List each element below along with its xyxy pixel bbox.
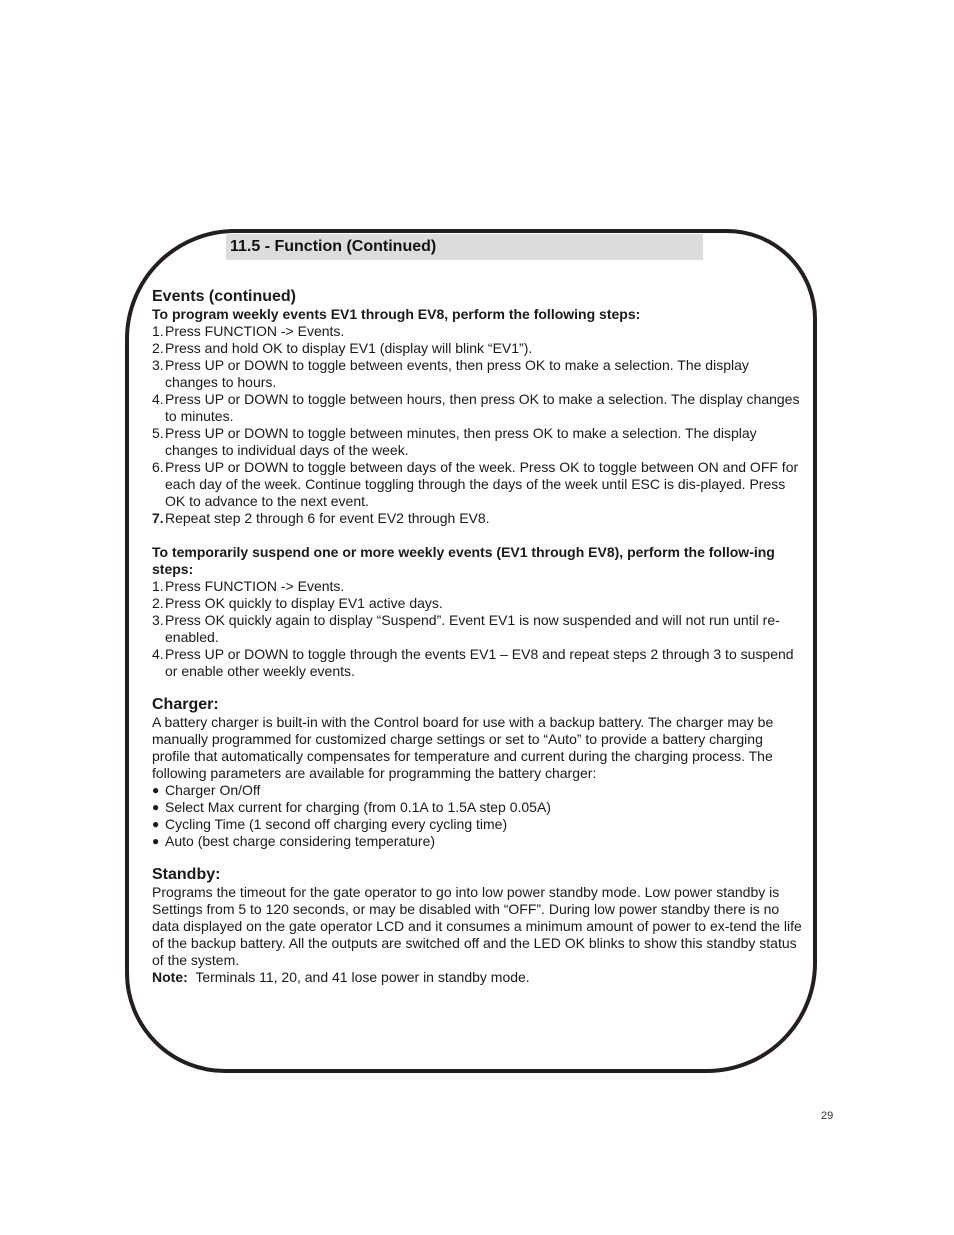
section-title: 11.5 - Function (Continued) [230,238,437,255]
suspend-intro: To temporarily suspend one or more weekly events (EV1 through EV8), perform the follow-ing steps: [152,544,775,577]
list-item: 4. Press UP or DOWN to toggle between hours, then press OK to make a selection. The display changes to minutes. [152,391,800,424]
section-header-bar [226,234,703,260]
program-steps-list [152,323,802,527]
list-item: ● Cycling Time (1 second off charging every cycling time) [152,816,508,832]
list-item: 1. Press FUNCTION -> Events. [152,323,345,339]
charger-bullets [152,782,802,850]
list-item: ● Charger On/Off [152,782,261,798]
bullet-icon: ● [152,800,160,814]
list-item: 2. Press OK quickly to display EV1 active days. [152,595,443,611]
bullet-icon: ● [152,834,160,848]
events-heading: Events (continued) [152,288,297,305]
list-item: 1. Press FUNCTION -> Events. [152,578,345,594]
suspend-steps-list [152,578,802,680]
page-number: 29 [821,1110,834,1122]
list-item: 7. Repeat step 2 through 6 for event EV2 through EV8. [152,510,490,526]
list-item: ● Select Max current for charging (from 0.1A to 1.5A step 0.05A) [152,799,551,815]
charger-body: A battery charger is built-in with the Control board for use with a backup battery. The charger may be manually programmed for customized charge settings or set to “Auto” to provide a battery charging profile that automatically compensates for temperature and current during the charging process. The following parameters are available for programming the battery charger: [152,714,774,781]
program-intro: To program weekly events EV1 through EV8, perform the following steps: [152,306,641,322]
list-item: 2. Press and hold OK to display EV1 (display will blink “EV1”). [152,340,533,356]
bullet-icon: ● [152,817,160,831]
list-item: 3. Press OK quickly again to display “Suspend”. Event EV1 is now suspended and will not run until re-enabled. [152,612,780,645]
charger-heading: Charger: [152,696,219,713]
standby-body: Programs the timeout for the gate operator to go into low power standby mode. Low power standby is Settings from 5 to 120 seconds, or may be disabled with “OFF”. During low power standby there is no data displayed on the gate operator LCD and it consumes a minimum amount of power to ex-tend the life of the backup battery. All the outputs are switched off and the LED OK blinks to show this standby status of the system. [152,884,802,968]
list-item: 6. Press UP or DOWN to toggle between days of the week. Press OK to toggle between ON and OFF for each day of the week. Continue toggling through the days of the week until ESC is dis-played. Press OK to advance to the next event. [152,459,799,509]
standby-note: Note: Terminals 11, 20, and 41 lose power in standby mode. [152,969,530,985]
bullet-icon: ● [152,783,160,797]
list-item: ● Auto (best charge considering temperature) [152,833,436,849]
list-item: 4. Press UP or DOWN to toggle through the events EV1 – EV8 and repeat steps 2 through 3 to suspend or enable other weekly events. [152,646,794,679]
standby-heading: Standby: [152,866,221,883]
list-item: 5. Press UP or DOWN to toggle between minutes, then press OK to make a selection. The display changes to individual days of the week. [152,425,757,458]
page-content [152,287,802,986]
list-item: 3. Press UP or DOWN to toggle between events, then press OK to make a selection. The display changes to hours. [152,357,749,390]
